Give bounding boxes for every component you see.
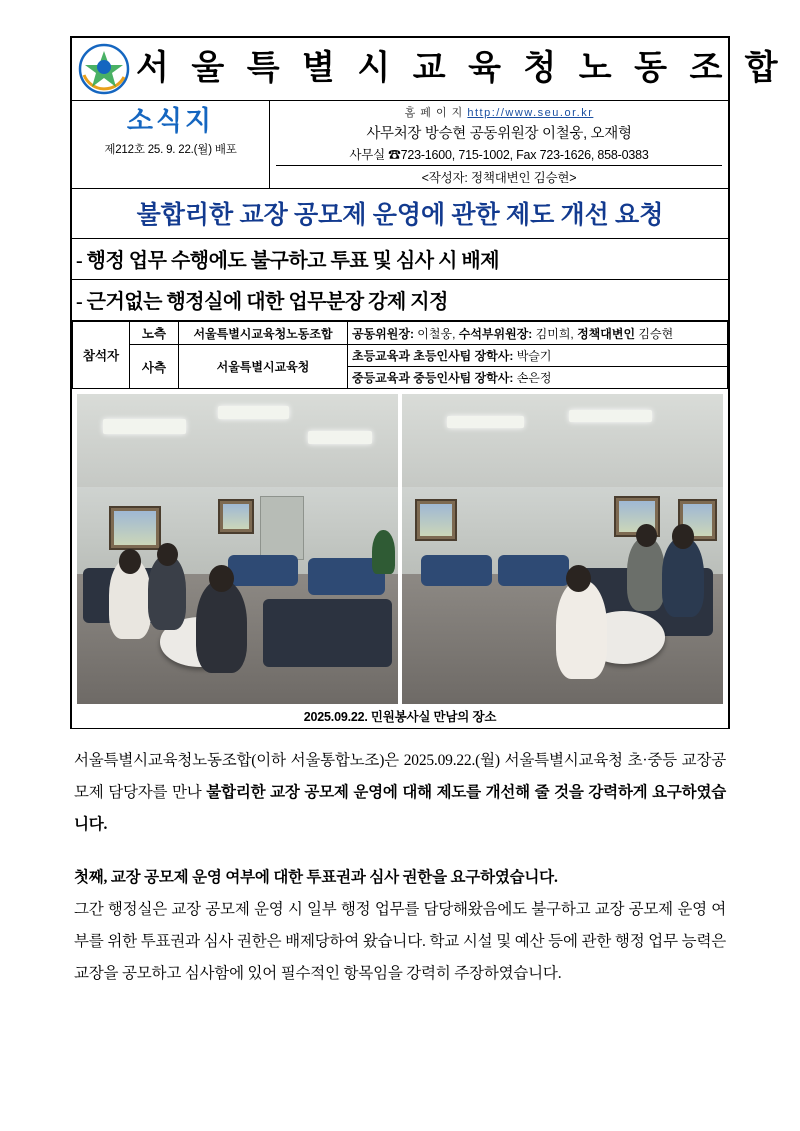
headline-sub-2: - 근거없는 행정실에 대한 업무분장 강제 지정 <box>72 280 728 321</box>
homepage-line <box>276 104 722 120</box>
newsletter-document <box>70 36 785 729</box>
attendee-person: 이철웅, <box>413 326 459 341</box>
newsletter-cell <box>72 101 270 188</box>
attendee-role: 초등교육과 초등인사팀 장학사: <box>352 349 514 363</box>
issue-line: 제212호 25. 9. 22.(월) 배포 <box>104 144 237 157</box>
attendees-table <box>72 321 728 389</box>
attendee-role-3: 정책대변인 <box>577 326 636 341</box>
photo-row <box>77 394 723 704</box>
meeting-photo-left <box>77 394 398 704</box>
photo-caption: 2025.09.22. 민원봉사실 만남의 장소 <box>303 710 497 724</box>
attendee-person-2: 김미희, <box>532 326 578 341</box>
attendee-side: 노측 <box>130 322 179 345</box>
attendee-person: 손은정 <box>513 371 552 385</box>
homepage-label: 홈 페 이 지 <box>404 107 464 119</box>
homepage-url[interactable]: http://www.seu.or.kr <box>467 107 594 119</box>
attendee-role: 공동위원장: <box>352 326 414 341</box>
paragraph-1-text: 서울특별시교육청노동조합(이하 서울통합노조)은 2025.09.22.(월) 서울특별시교육청 초·중등 교장공모제 담당자를 만나 <box>74 752 726 801</box>
contact-cell <box>270 101 728 188</box>
officers-line: 사무처장 방승현 공동위원장 이철웅, 오재형 <box>366 126 632 142</box>
union-emblem-icon <box>78 43 130 95</box>
paragraph-1-emphasis: 불합리한 교장 공모제 운영에 대해 제도를 개선해 줄 것을 강력하게 요구하였습니다. <box>74 783 726 833</box>
paragraph-1 <box>74 745 726 840</box>
headline-main: 불합리한 교장 공모제 운영에 관한 제도 개선 요청 <box>72 189 728 239</box>
paragraph-3: 그간 행정실은 교장 공모제 운영 시 일부 행정 업무를 담당해왔음에도 불구하고 교장 공모제 운영 여부를 위한 투표권과 심사 권한은 배제당하여 왔습니다. 학교 시설 및 예산 등에 관한 행정 업무 능력은 교장을 공모하고 심사함에 있어 필수적인 항목임을 강력히 주장하였습니다. <box>74 901 726 982</box>
attendee-detail <box>348 322 728 345</box>
attendee-side: 사측 <box>130 345 179 389</box>
masthead <box>72 38 785 101</box>
attendee-org: 서울특별시교육청노동조합 <box>179 322 348 345</box>
writer-line: <작성자: 정책대변인 김승현> <box>276 165 722 186</box>
info-block <box>72 101 728 189</box>
table-row <box>73 322 728 345</box>
attendee-role-2: 수석부위원장: <box>458 326 533 341</box>
attendee-role: 중등교육과 중등인사팀 장학사: <box>352 371 514 385</box>
table-row <box>73 345 728 367</box>
masthead-title: 서 울 특 별 시 교 육 청 노 동 조 합 <box>136 50 785 87</box>
headline-sub-1: - 행정 업무 수행에도 불구하고 투표 및 심사 시 배제 <box>72 239 728 280</box>
attendee-detail <box>348 367 728 389</box>
paragraph-spacer <box>74 840 726 862</box>
phones-line: 사무실 ☎723-1600, 715-1002, Fax 723-1626, 858-0383 <box>349 148 649 162</box>
attendees-label: 참석자 <box>73 322 130 389</box>
paragraph-2: 첫째, 교장 공모제 운영 여부에 대한 투표권과 심사 권한을 요구하였습니다. <box>74 869 558 887</box>
photo-section <box>72 389 728 729</box>
attendee-detail <box>348 345 728 367</box>
attendee-org: 서울특별시교육청 <box>179 345 348 389</box>
newsletter-label: 소식지 <box>126 106 215 136</box>
meeting-photo-right <box>402 394 723 704</box>
article-body <box>70 729 730 989</box>
attendee-person-3: 김승현 <box>635 326 674 341</box>
attendee-person: 박슬기 <box>513 349 552 363</box>
